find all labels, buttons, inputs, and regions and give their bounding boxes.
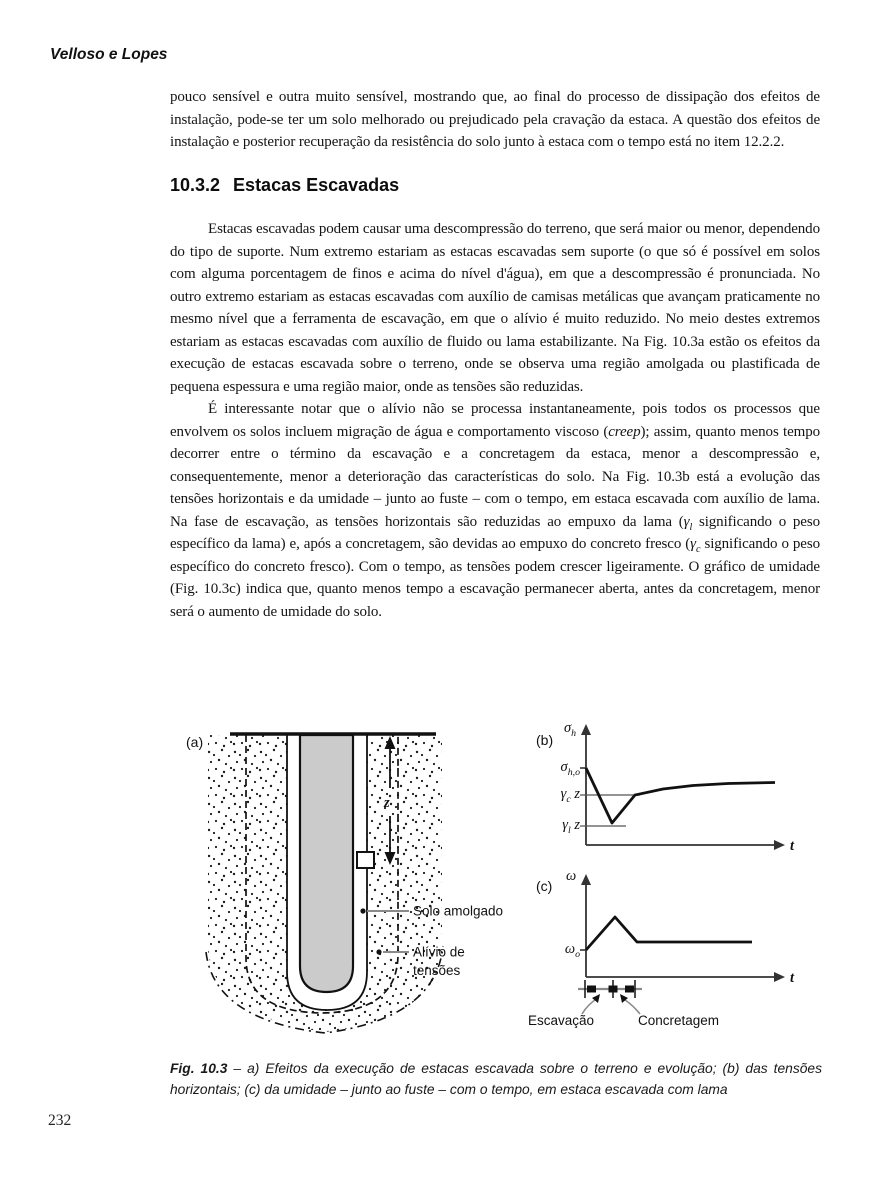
figure-panel-c	[528, 866, 880, 1044]
tick-label-sigma-ho: $\sigma_{h,o}$	[560, 759, 580, 778]
paragraph: Estacas escavadas podem causar uma descompressão do terreno, que será maior ou menor, dependendo do tipo de suporte. Num extremo estariam as estacas escavadas sem suporte (o que só é possível em solos com alguma porcentagem de finos e acima do nível d'água), em que a descompressão é pronunciada. No outro extremo estariam as estacas escavadas com auxílio de camisas metálicas que avançam praticamente no mesmo nível que a ferramenta de escavação, em que o alívio é muito reduzido. No meio destes extremos estariam as estacas escavadas com auxílio de fluido ou lama estabilizante. Na Fig. 10.3a estão os efeitos da execução de estacas escavada sobre o terreno, onde se observa uma região amolgada ou plastificada de pequena espessura e uma região maior, onde as tensões são reduzidas.	[170, 221, 820, 395]
y-axis-label-omega: ω	[566, 868, 577, 884]
annotation-solo-amolgado: Solo amolgado	[413, 903, 504, 919]
running-header: Velloso e Lopes	[50, 46, 168, 63]
figure-caption: Fig. 10.3 – a) Efeitos da execução de estacas escavada sobre o terreno e evolução; (b) das tensões horizontais; (c) da umidade – junto ao fuste – com o tempo, em estaca escavada com lama	[170, 1060, 823, 1097]
phase-label-escavacao: Escavação	[528, 1013, 595, 1028]
body-text	[170, 86, 820, 623]
y-axis-label-sigma-h: $\sigma_h$	[564, 720, 577, 739]
section-heading	[170, 174, 820, 197]
x-axis-label-b: t	[790, 838, 795, 854]
x-axis-arrowhead	[774, 972, 785, 982]
figure-panel-b	[528, 720, 880, 862]
stress-chart	[528, 720, 880, 862]
phase-markers	[587, 986, 634, 993]
pile-diagram	[180, 722, 510, 1042]
paragraph: É interessante notar que o alívio não se processa instantaneamente, pois todos os processos que envolvem os solos incluem migração de água e comportamento viscoso (creep); assim, quanto menos tempo decorrer entre o término da escavação e a concretagem da estaca, menor a descompressão e, consequentemente, menor a deterioração das características do solo. Na Fig. 10.3b está a evolução das tensões horizontais e da umidade – junto ao fuste – com o tempo, em estaca escavada com auxílio de lama. Na fase de escavação, as tensões horizontais são reduzidas ao empuxo da lama ($\gamma_l$ significando o peso específico da lama) e, após a concretagem, são devidas ao empuxo do concreto fresco ($\gamma_c$ significando o peso específico do concreto fresco). Com o tempo, as tensões podem crescer ligeiramente. O gráfico de umidade (Fig. 10.3c) indica que, quanto menos tempo a escavação permanecer aberta, antes da concretagem, menor será o aumento de umidade do solo.	[170, 401, 821, 620]
panel-label-b: (b)	[536, 732, 554, 748]
tick-label-gamma-l-z: $\gamma_l$ z	[562, 817, 580, 836]
tick-label-gamma-c-z: $\gamma_c$ z	[560, 786, 580, 805]
depth-label: z	[384, 795, 390, 811]
y-axis-arrowhead	[581, 874, 591, 885]
panel-label-c: (c)	[536, 878, 553, 894]
paragraph-continuation: pouco sensível e outra muito sensível, mostrando que, ao final do processo de dissipação dos efeitos de instalação, pode-se ter um solo melhorado ou prejudicado pela cravação da estaca. A questão dos efeitos de instalação e posterior recuperação da resistência do solo junto à estaca com o tempo está no item 12.2.2.	[170, 89, 820, 150]
pile-shaft	[300, 735, 353, 992]
annotation-alivio-line2: tensões	[413, 963, 461, 978]
phase-label-concretagem: Concretagem	[638, 1013, 720, 1028]
y-axis-arrowhead	[581, 724, 591, 735]
leader-dot-alivio	[376, 949, 381, 954]
panel-label-a: (a)	[186, 734, 204, 750]
soil-element-marker	[357, 852, 374, 868]
x-axis-arrowhead	[774, 840, 785, 850]
tick-label-omega-o: $\omega_o$	[564, 941, 580, 960]
section-title: Estacas Escavadas	[233, 174, 400, 195]
annotation-alivio-line1: Alívio de	[413, 944, 465, 960]
humidity-chart	[528, 866, 880, 1044]
x-axis-label-c: t	[790, 970, 795, 986]
figure-panel-a	[180, 722, 510, 1042]
page-number: 232	[48, 1112, 72, 1129]
humidity-curve	[586, 917, 752, 950]
section-number: 10.3.2	[170, 174, 221, 195]
leader-dot-solo	[360, 908, 365, 913]
